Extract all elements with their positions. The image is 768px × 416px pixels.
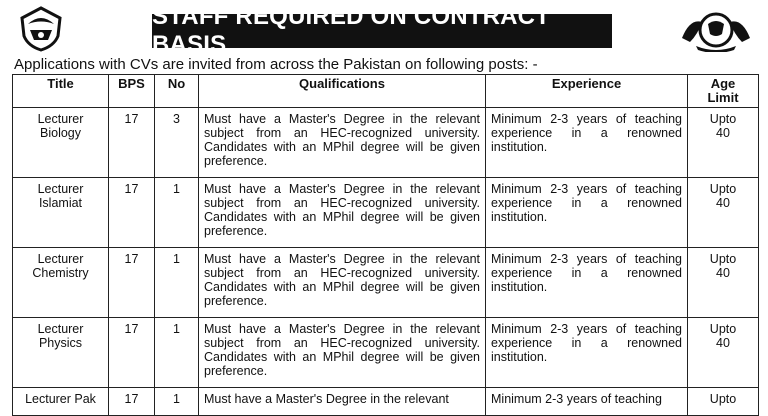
column-header-bps: BPS bbox=[109, 75, 155, 108]
post-count: 1 bbox=[155, 318, 199, 388]
post-title-line-2: Chemistry bbox=[32, 266, 89, 280]
advertisement-header bbox=[0, 0, 768, 56]
post-count: 1 bbox=[155, 388, 199, 416]
page-title: STAFF REQUIRED ON CONTRACT BASIS bbox=[152, 14, 612, 48]
post-title bbox=[13, 108, 109, 178]
table-header-row bbox=[13, 75, 759, 108]
post-count: 3 bbox=[155, 108, 199, 178]
university-crest-icon bbox=[18, 6, 64, 52]
column-header-title: Title bbox=[13, 75, 109, 108]
age-limit-line-2: 40 bbox=[716, 336, 730, 350]
post-bps: 17 bbox=[109, 388, 155, 416]
post-age-limit bbox=[688, 108, 759, 178]
intro-text: Applications with CVs are invited from across the Pakistan on following posts: - bbox=[14, 56, 538, 73]
age-limit-line-2: 40 bbox=[716, 126, 730, 140]
post-experience: Minimum 2-3 years of teaching bbox=[486, 388, 688, 416]
post-title bbox=[13, 178, 109, 248]
government-emblem-icon bbox=[678, 8, 754, 52]
post-bps: 17 bbox=[109, 178, 155, 248]
post-qualifications: Must have a Master's Degree in the relevant subject from an HEC-recognized university. Candidates with an MPhil degree will be given preference. bbox=[199, 248, 486, 318]
post-count: 1 bbox=[155, 248, 199, 318]
age-limit-line-2: 40 bbox=[716, 266, 730, 280]
post-title-line-2: Biology bbox=[40, 126, 81, 140]
post-experience: Minimum 2-3 years of teaching experience in a renowned institution. bbox=[486, 248, 688, 318]
post-age-limit bbox=[688, 318, 759, 388]
age-header-line-1: Age bbox=[710, 76, 736, 91]
post-title-line-1: Lecturer bbox=[37, 252, 84, 266]
age-limit-line-1: Upto bbox=[709, 392, 737, 406]
post-bps: 17 bbox=[109, 318, 155, 388]
post-qualifications: Must have a Master's Degree in the relevant subject from an HEC-recognized university. Candidates with an MPhil degree will be given preference. bbox=[199, 178, 486, 248]
table-row bbox=[13, 178, 759, 248]
table-row bbox=[13, 108, 759, 178]
post-qualifications: Must have a Master's Degree in the relevant bbox=[199, 388, 486, 416]
post-age-limit bbox=[688, 248, 759, 318]
column-header-experience: Experience bbox=[486, 75, 688, 108]
post-title-line-1: Lecturer Pak bbox=[25, 392, 96, 406]
post-experience: Minimum 2-3 years of teaching experience in a renowned institution. bbox=[486, 178, 688, 248]
age-limit-line-1: Upto bbox=[709, 322, 737, 336]
post-title bbox=[13, 248, 109, 318]
table-row bbox=[13, 318, 759, 388]
post-title-line-2: Physics bbox=[38, 336, 83, 350]
post-title-line-2: Islamiat bbox=[38, 196, 83, 210]
column-header-qualifications: Qualifications bbox=[199, 75, 486, 108]
post-experience: Minimum 2-3 years of teaching experience in a renowned institution. bbox=[486, 108, 688, 178]
age-limit-line-1: Upto bbox=[709, 252, 737, 266]
post-bps: 17 bbox=[109, 248, 155, 318]
table-row bbox=[13, 248, 759, 318]
post-title-line-1: Lecturer bbox=[37, 112, 84, 126]
post-qualifications: Must have a Master's Degree in the relevant subject from an HEC-recognized university. Candidates with an MPhil degree will be given preference. bbox=[199, 318, 486, 388]
post-title-line-1: Lecturer bbox=[37, 322, 84, 336]
post-title-line-1: Lecturer bbox=[37, 182, 84, 196]
column-header-age-limit bbox=[688, 75, 759, 108]
post-qualifications: Must have a Master's Degree in the relevant subject from an HEC-recognized university. Candidates with an MPhil degree will be given preference. bbox=[199, 108, 486, 178]
age-header-line-2: Limit bbox=[707, 90, 739, 105]
posts-table bbox=[12, 74, 759, 416]
age-limit-line-1: Upto bbox=[709, 112, 737, 126]
post-count: 1 bbox=[155, 178, 199, 248]
column-header-no: No bbox=[155, 75, 199, 108]
post-experience: Minimum 2-3 years of teaching experience in a renowned institution. bbox=[486, 318, 688, 388]
post-age-limit bbox=[688, 178, 759, 248]
post-title bbox=[13, 318, 109, 388]
post-bps: 17 bbox=[109, 108, 155, 178]
age-limit-line-2: 40 bbox=[716, 196, 730, 210]
age-limit-line-1: Upto bbox=[709, 182, 737, 196]
